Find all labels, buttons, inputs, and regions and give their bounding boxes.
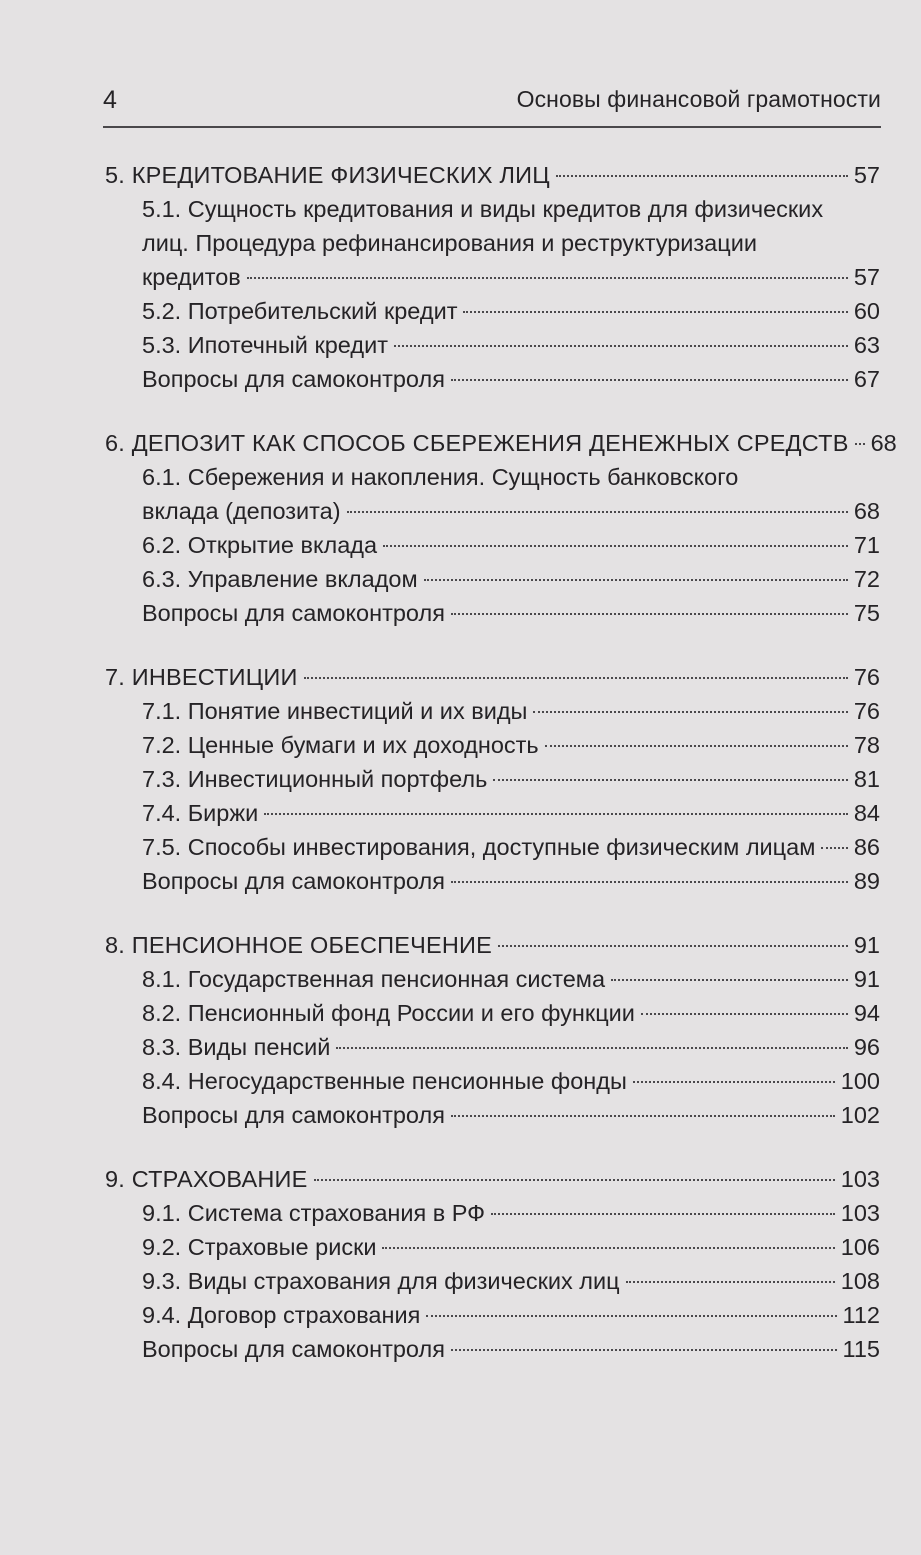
section-title: кредитов [142, 264, 241, 290]
section-entry [105, 596, 880, 630]
section-title: 5.2. Потребительский кредит [142, 298, 458, 324]
section-row [142, 1332, 880, 1366]
section-entry [105, 728, 880, 762]
section-entry [105, 528, 880, 562]
section-row [142, 996, 880, 1030]
section-row [142, 1098, 880, 1132]
section-entry [105, 864, 880, 898]
section-page: 76 [853, 698, 880, 724]
section-entry [105, 192, 880, 294]
table-of-contents [105, 158, 897, 1396]
section-entry [105, 1264, 880, 1298]
section-page: 71 [853, 532, 880, 558]
chapter-page: 57 [853, 162, 880, 188]
section-row [142, 694, 880, 728]
section-page: 86 [853, 834, 880, 860]
toc-chapter [105, 426, 897, 630]
section-page: 60 [853, 298, 880, 324]
section-page: 75 [853, 600, 880, 626]
section-row [142, 1264, 880, 1298]
section-title: 9.2. Страховые риски [142, 1234, 377, 1260]
chapter-entry [105, 928, 880, 962]
section-entry [105, 1098, 880, 1132]
section-title: 7.2. Ценные бумаги и их доходность [142, 732, 539, 758]
section-entry [105, 796, 880, 830]
section-title: 5.3. Ипотечный кредит [142, 332, 388, 358]
section-page: 106 [840, 1234, 880, 1260]
dot-leader [463, 311, 847, 313]
section-entry [105, 1298, 880, 1332]
section-page: 112 [842, 1302, 880, 1328]
section-title: Вопросы для самоконтроля [142, 600, 445, 626]
chapter-entry [105, 1162, 880, 1196]
section-page: 108 [840, 1268, 880, 1294]
section-row [142, 562, 880, 596]
section-title: 9.4. Договор страхования [142, 1302, 421, 1328]
section-title: Вопросы для самоконтроля [142, 1336, 445, 1362]
section-entry [105, 962, 880, 996]
dot-leader [451, 379, 848, 381]
section-page: 57 [853, 264, 880, 290]
section-row [142, 528, 880, 562]
chapter-page: 76 [853, 664, 880, 690]
section-entry [105, 562, 880, 596]
section-page: 102 [840, 1102, 880, 1128]
section-title: 9.3. Виды страхования для физических лиц [142, 1268, 620, 1294]
dot-leader [493, 779, 847, 781]
section-entry [105, 362, 880, 396]
section-title-line: 5.1. Сущность кредитования и виды кредитов для физических [142, 196, 824, 222]
section-row [142, 494, 880, 528]
dot-leader [533, 711, 847, 713]
dot-leader [347, 511, 848, 513]
section-row [142, 864, 880, 898]
section-title: 6.3. Управление вкладом [142, 566, 418, 592]
chapter-title: 6. ДЕПОЗИТ КАК СПОСОБ СБЕРЕЖЕНИЯ ДЕНЕЖНЫХ СРЕДСТВ [105, 430, 849, 456]
chapter-page: 91 [853, 932, 880, 958]
section-page: 68 [853, 498, 880, 524]
section-page: 91 [853, 966, 880, 992]
section-title: 9.1. Система страхования в РФ [142, 1200, 486, 1226]
section-row [142, 1064, 880, 1098]
dot-leader [545, 745, 848, 747]
section-row [142, 328, 880, 362]
section-title-line: 6.1. Сбережения и накопления. Сущность банковского [142, 464, 739, 490]
section-title: 7.1. Понятие инвестиций и их виды [142, 698, 528, 724]
section-row [142, 596, 880, 630]
section-row [142, 1196, 880, 1230]
section-row [142, 1030, 880, 1064]
page-number: 4 [103, 86, 117, 114]
dot-leader [426, 1315, 836, 1317]
section-row [142, 1230, 880, 1264]
chapter-entry [105, 660, 880, 694]
section-title: 7.3. Инвестиционный портфель [142, 766, 488, 792]
section-title-line: лиц. Процедура рефинансирования и реструктуризации [142, 230, 757, 256]
chapter-title: 8. ПЕНСИОННОЕ ОБЕСПЕЧЕНИЕ [105, 932, 493, 958]
section-title: 8.3. Виды пенсий [142, 1034, 331, 1060]
section-entry [105, 294, 880, 328]
section-page: 103 [840, 1200, 880, 1226]
chapter-entry [105, 158, 880, 192]
dot-leader [382, 1247, 834, 1249]
section-page: 96 [853, 1034, 880, 1060]
chapter-title: 7. ИНВЕСТИЦИИ [105, 664, 298, 690]
dot-leader [855, 443, 865, 445]
section-row [142, 796, 880, 830]
running-header [103, 86, 881, 128]
section-title: Вопросы для самоконтроля [142, 1102, 445, 1128]
section-page: 67 [853, 366, 880, 392]
dot-leader [336, 1047, 847, 1049]
section-title: Вопросы для самоконтроля [142, 868, 445, 894]
chapter-entry [105, 426, 897, 460]
section-page: 72 [853, 566, 880, 592]
dot-leader [491, 1213, 835, 1215]
dot-leader [626, 1281, 835, 1283]
section-row [142, 762, 880, 796]
section-entry [105, 460, 880, 528]
section-title: 8.4. Негосударственные пенсионные фонды [142, 1068, 627, 1094]
section-entry [105, 1064, 880, 1098]
section-row [142, 362, 880, 396]
section-entry [105, 1030, 880, 1064]
dot-leader [314, 1179, 835, 1181]
dot-leader [498, 945, 848, 947]
section-page: 89 [853, 868, 880, 894]
section-row [142, 1298, 880, 1332]
dot-leader [264, 813, 848, 815]
dot-leader [304, 677, 848, 679]
section-entry [105, 1332, 880, 1366]
section-entry [105, 1196, 880, 1230]
toc-chapter [105, 660, 880, 898]
section-row [142, 830, 880, 864]
dot-leader [556, 175, 848, 177]
toc-chapter [105, 928, 880, 1132]
section-page: 115 [842, 1336, 880, 1362]
dot-leader [424, 579, 848, 581]
dot-leader [821, 847, 848, 849]
section-row [142, 260, 880, 294]
dot-leader [383, 545, 848, 547]
section-title: 8.2. Пенсионный фонд России и его функции [142, 1000, 635, 1026]
toc-chapter [105, 1162, 880, 1366]
chapter-title: 5. КРЕДИТОВАНИЕ ФИЗИЧЕСКИХ ЛИЦ [105, 162, 550, 188]
section-title: 8.1. Государственная пенсионная система [142, 966, 606, 992]
section-row [142, 728, 880, 762]
dot-leader [611, 979, 848, 981]
dot-leader [633, 1081, 835, 1083]
section-title: 7.4. Биржи [142, 800, 259, 826]
section-title: 6.2. Открытие вклада [142, 532, 378, 558]
section-page: 63 [853, 332, 880, 358]
section-entry [105, 328, 880, 362]
section-entry [105, 762, 880, 796]
section-row [142, 962, 880, 996]
section-page: 94 [853, 1000, 880, 1026]
section-title: вклада (депозита) [142, 498, 341, 524]
section-entry [105, 996, 880, 1030]
dot-leader [451, 881, 848, 883]
dot-leader [394, 345, 848, 347]
dot-leader [451, 1115, 835, 1117]
book-title: Основы финансовой грамотности [516, 86, 881, 112]
dot-leader [451, 1349, 837, 1351]
section-row [142, 294, 880, 328]
toc-chapter [105, 158, 880, 396]
section-entry [105, 830, 880, 864]
chapter-title: 9. СТРАХОВАНИЕ [105, 1166, 308, 1192]
section-entry [105, 1230, 880, 1264]
section-page: 100 [840, 1068, 880, 1094]
section-page: 78 [853, 732, 880, 758]
chapter-page: 68 [870, 430, 897, 456]
section-page: 84 [853, 800, 880, 826]
dot-leader [451, 613, 848, 615]
chapter-page: 103 [840, 1166, 880, 1192]
section-page: 81 [853, 766, 880, 792]
section-title: 7.5. Способы инвестирования, доступные физическим лицам [142, 834, 816, 860]
section-title: Вопросы для самоконтроля [142, 366, 445, 392]
dot-leader [641, 1013, 848, 1015]
section-entry [105, 694, 880, 728]
dot-leader [247, 277, 848, 279]
